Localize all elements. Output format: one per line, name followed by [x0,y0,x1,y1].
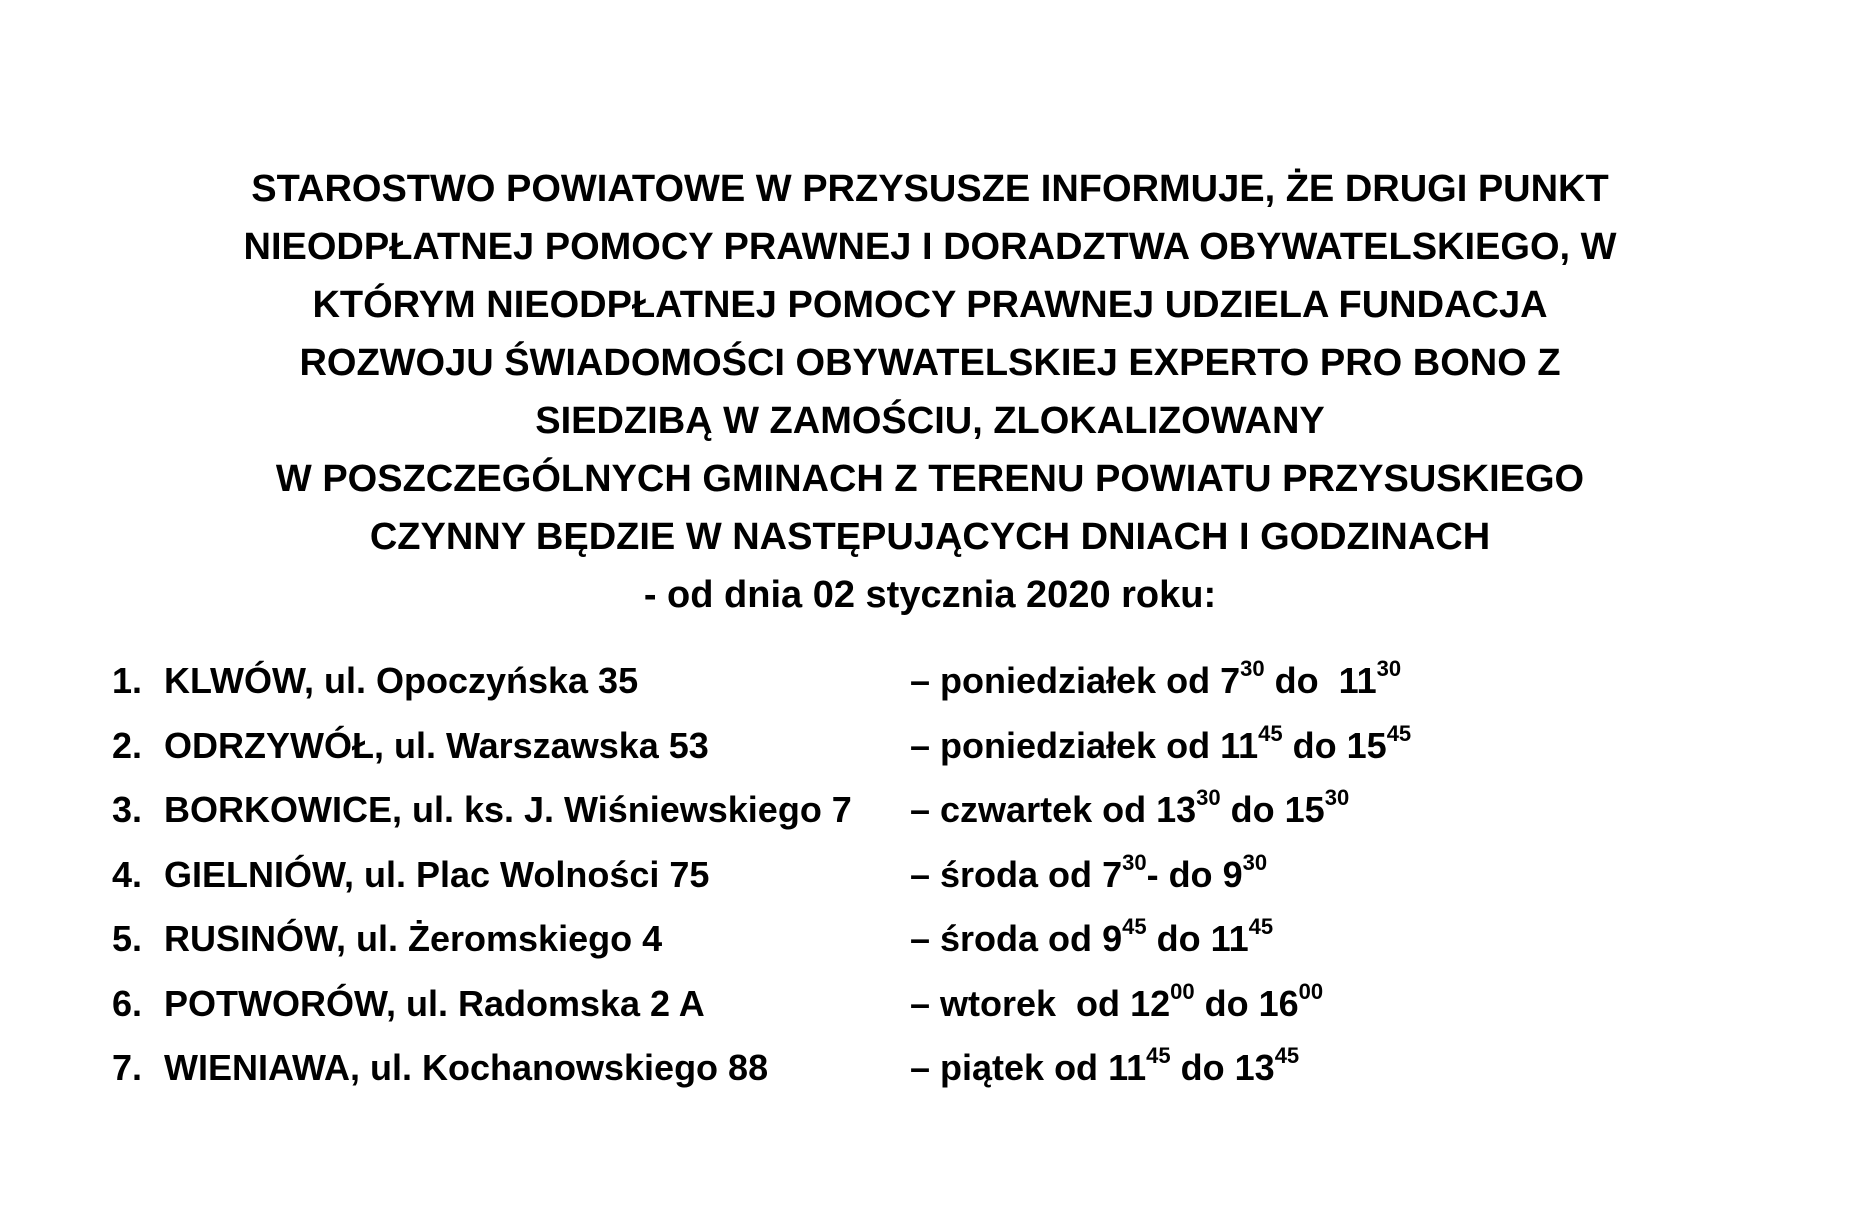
item-location: GIELNIÓW, ul. Plac Wolności 75 [164,853,710,895]
item-number: 2. [112,724,143,766]
heading-line: SIEDZIBĄ W ZAMOŚCIU, ZLOKALIZOWANY [535,400,1325,442]
item-location: POTWORÓW, ul. Radomska 2 A [164,982,705,1024]
from-minutes: 30 [1196,785,1221,810]
item-location: ODRZYWÓŁ, ul. Warszawska 53 [164,724,709,766]
heading-line: NIEODPŁATNEJ POMOCY PRAWNEJ I DORADZTWA OBYWATELSKIEGO, W [243,226,1617,268]
heading-line: W POSZCZEGÓLNYCH GMINACH Z TERENU POWIATU PRZYSUSKIEGO [275,458,1585,500]
item-location: RUSINÓW, ul. Żeromskiego 4 [164,918,663,959]
to-word: - do [1146,853,1213,895]
schedule-item [112,978,1712,1048]
from-hour: 11 [1220,724,1259,766]
item-hours [910,720,1412,767]
from-minutes: 30 [1122,849,1147,875]
from-hour: 9 [1102,918,1123,959]
item-hours [910,656,1402,702]
to-word: do [1230,789,1275,830]
schedule-item [112,656,1712,725]
from-hour: 7 [1220,660,1241,701]
to-hour: 15 [1284,789,1325,830]
to-minutes: 30 [1324,785,1350,810]
from-hour: 13 [1156,789,1197,830]
to-hour: 9 [1222,853,1243,895]
from-minutes: 30 [1240,656,1265,681]
item-number: 7. [112,1047,143,1088]
item-number: 3. [112,789,143,830]
to-hour: 16 [1258,982,1299,1024]
to-minutes: 45 [1386,720,1412,746]
item-hours [910,785,1350,831]
to-word: do [1292,724,1337,766]
item-day: – czwartek od [910,789,1147,830]
item-number: 6. [112,982,143,1024]
item-day: – piątek od [910,1047,1099,1088]
to-hour: 11 [1210,918,1249,959]
item-location: WIENIAWA, ul. Kochanowskiego 88 [164,1047,769,1088]
from-hour: 7 [1102,853,1123,895]
from-minutes: 00 [1170,978,1195,1004]
heading-line: ROZWOJU ŚWIADOMOŚCI OBYWATELSKIEJ EXPERTO PRO BONO Z [299,342,1561,384]
item-day: – poniedziałek od [910,724,1211,766]
item-location: BORKOWICE, ul. ks. J. Wiśniewskiego 7 [164,789,852,830]
item-number: 5. [112,918,143,959]
item-location: KLWÓW, ul. Opoczyńska 35 [164,660,639,701]
item-number: 4. [112,853,143,895]
schedule-item [112,1043,1712,1112]
heading-line: STAROSTWO POWIATOWE W PRZYSUSZE INFORMUJE, ŻE DRUGI PUNKT [251,168,1609,210]
schedule-item [112,785,1712,854]
from-hour: 11 [1108,1047,1147,1088]
schedule-item [112,914,1712,983]
heading-line: KTÓRYM NIEODPŁATNEJ POMOCY PRAWNEJ UDZIELA FUNDACJA [312,284,1548,326]
from-minutes: 45 [1258,720,1283,746]
item-day: – poniedziałek od [910,660,1211,701]
item-day: – wtorek od [910,982,1121,1024]
to-minutes: 00 [1298,978,1324,1004]
to-word: do [1180,1047,1225,1088]
to-minutes: 30 [1376,656,1402,681]
to-hour: 11 [1338,660,1377,701]
to-word: do [1274,660,1319,701]
announcement-heading [130,160,1730,624]
heading-line: - od dnia 02 stycznia 2020 roku: [643,574,1217,616]
item-day: – środa od [910,853,1093,895]
to-hour: 13 [1234,1047,1275,1088]
item-hours [910,849,1268,896]
item-number: 1. [112,660,143,701]
from-hour: 12 [1130,982,1171,1024]
to-word: do [1204,982,1249,1024]
to-word: do [1156,918,1201,959]
item-hours [910,978,1324,1025]
from-minutes: 45 [1122,914,1147,939]
from-minutes: 45 [1146,1043,1171,1068]
schedule-item [112,849,1712,919]
schedule-item [112,720,1712,790]
to-minutes: 45 [1248,914,1274,939]
heading-line: CZYNNY BĘDZIE W NASTĘPUJĄCYCH DNIACH I GODZINACH [369,516,1491,558]
schedule-list [112,656,1712,1112]
item-hours [910,1043,1300,1089]
to-minutes: 30 [1242,849,1268,875]
to-minutes: 45 [1274,1043,1300,1068]
to-hour: 15 [1346,724,1387,766]
item-day: – środa od [910,918,1093,959]
item-hours [910,914,1274,960]
